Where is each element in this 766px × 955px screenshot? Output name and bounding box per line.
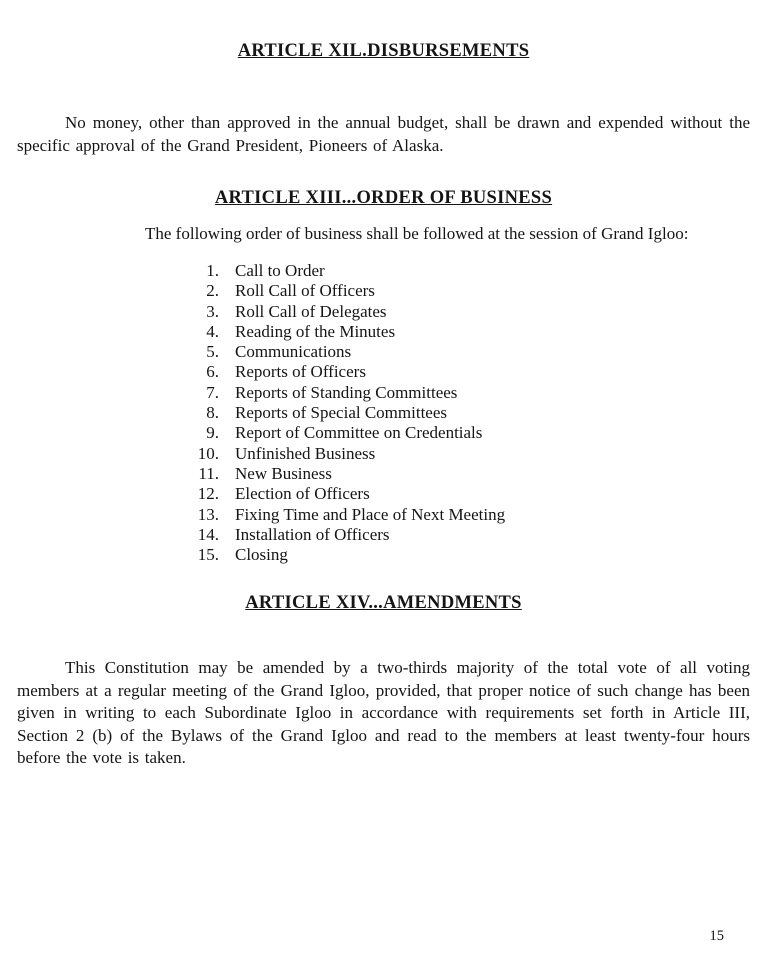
list-item-label: Election of Officers (235, 484, 370, 504)
list-item-label: Report of Committee on Credentials (235, 423, 483, 443)
list-item-number: 5. (206, 342, 219, 362)
list-item-label: Call to Order (235, 261, 325, 280)
list-item (187, 464, 750, 484)
list-item-number: 12. (197, 484, 219, 504)
list-item-number: 1. (206, 261, 219, 280)
article-xiv-heading: ARTICLE XIV...AMENDMENTS (245, 593, 522, 614)
list-item-number: 14. (197, 524, 219, 544)
list-item-label: Reading of the Minutes (235, 321, 396, 341)
list-item (187, 342, 750, 362)
list-item-label: Reports of Special Committees (235, 403, 447, 423)
list-item-label: Closing (235, 545, 288, 565)
list-item-number: 3. (206, 301, 219, 321)
list-item-label: Reports of Officers (235, 362, 366, 382)
list-item (187, 525, 750, 545)
list-item (187, 545, 750, 565)
list-item-number: 2. (206, 281, 219, 301)
list-item-number: 13. (197, 504, 219, 524)
list-item-number: 15. (197, 545, 219, 565)
page-number: 15 (709, 928, 724, 944)
list-item-number: 8. (206, 403, 219, 423)
list-item (187, 322, 750, 342)
list-item-label: Installation of Officers (235, 524, 390, 544)
list-item-label: Roll Call of Officers (235, 281, 375, 301)
list-item (187, 302, 750, 322)
list-item-label: New Business (235, 463, 332, 483)
list-item-number: 9. (206, 423, 219, 443)
list-item-label: Communications (235, 342, 352, 362)
list-item-number: 6. (206, 362, 219, 382)
list-item-label: Unfinished Business (235, 443, 376, 463)
list-item (187, 261, 750, 281)
list-item (187, 444, 750, 464)
list-item (187, 505, 750, 525)
list-item (187, 403, 750, 423)
list-item-label: Reports of Standing Committees (235, 382, 458, 402)
list-item-number: 4. (206, 321, 219, 341)
list-item-label: Roll Call of Delegates (235, 301, 387, 321)
list-item-number: 11. (198, 463, 219, 483)
list-item-number: 7. (206, 382, 219, 402)
article-xiii-heading: ARTICLE XIII...ORDER OF BUSINESS (214, 188, 553, 208)
list-item (187, 383, 750, 403)
list-item (187, 423, 750, 443)
list-item (187, 362, 750, 382)
order-of-business-list (187, 261, 750, 565)
list-item-number: 10. (197, 443, 219, 463)
order-of-business-intro: The following order of business shall be followed at the session of Grand Igloo: (145, 224, 689, 243)
article-xii-heading: ARTICLE XIL.DISBURSEMENTS (237, 41, 530, 61)
list-item (187, 281, 750, 301)
article-xiv-paragraph: This Constitution may be amended by a two-thirds majority of the total vote of all voting members at a regular meeting of the Grand Igloo, provided, that proper notice of such change has been given in writing to each Subordinate Igloo in accordance with requirements set forth in Article III, Section 2 (b) of the Bylaws of the Grand Igloo and read to the members at least twenty-four hours before the vote is taken. (17, 658, 750, 768)
list-item-label: Fixing Time and Place of Next Meeting (235, 504, 506, 524)
article-xii-paragraph: No money, other than approved in the annual budget, shall be drawn and expended without the specific approval of the Grand President, Pioneers of Alaska. (17, 113, 750, 155)
list-item (187, 484, 750, 504)
